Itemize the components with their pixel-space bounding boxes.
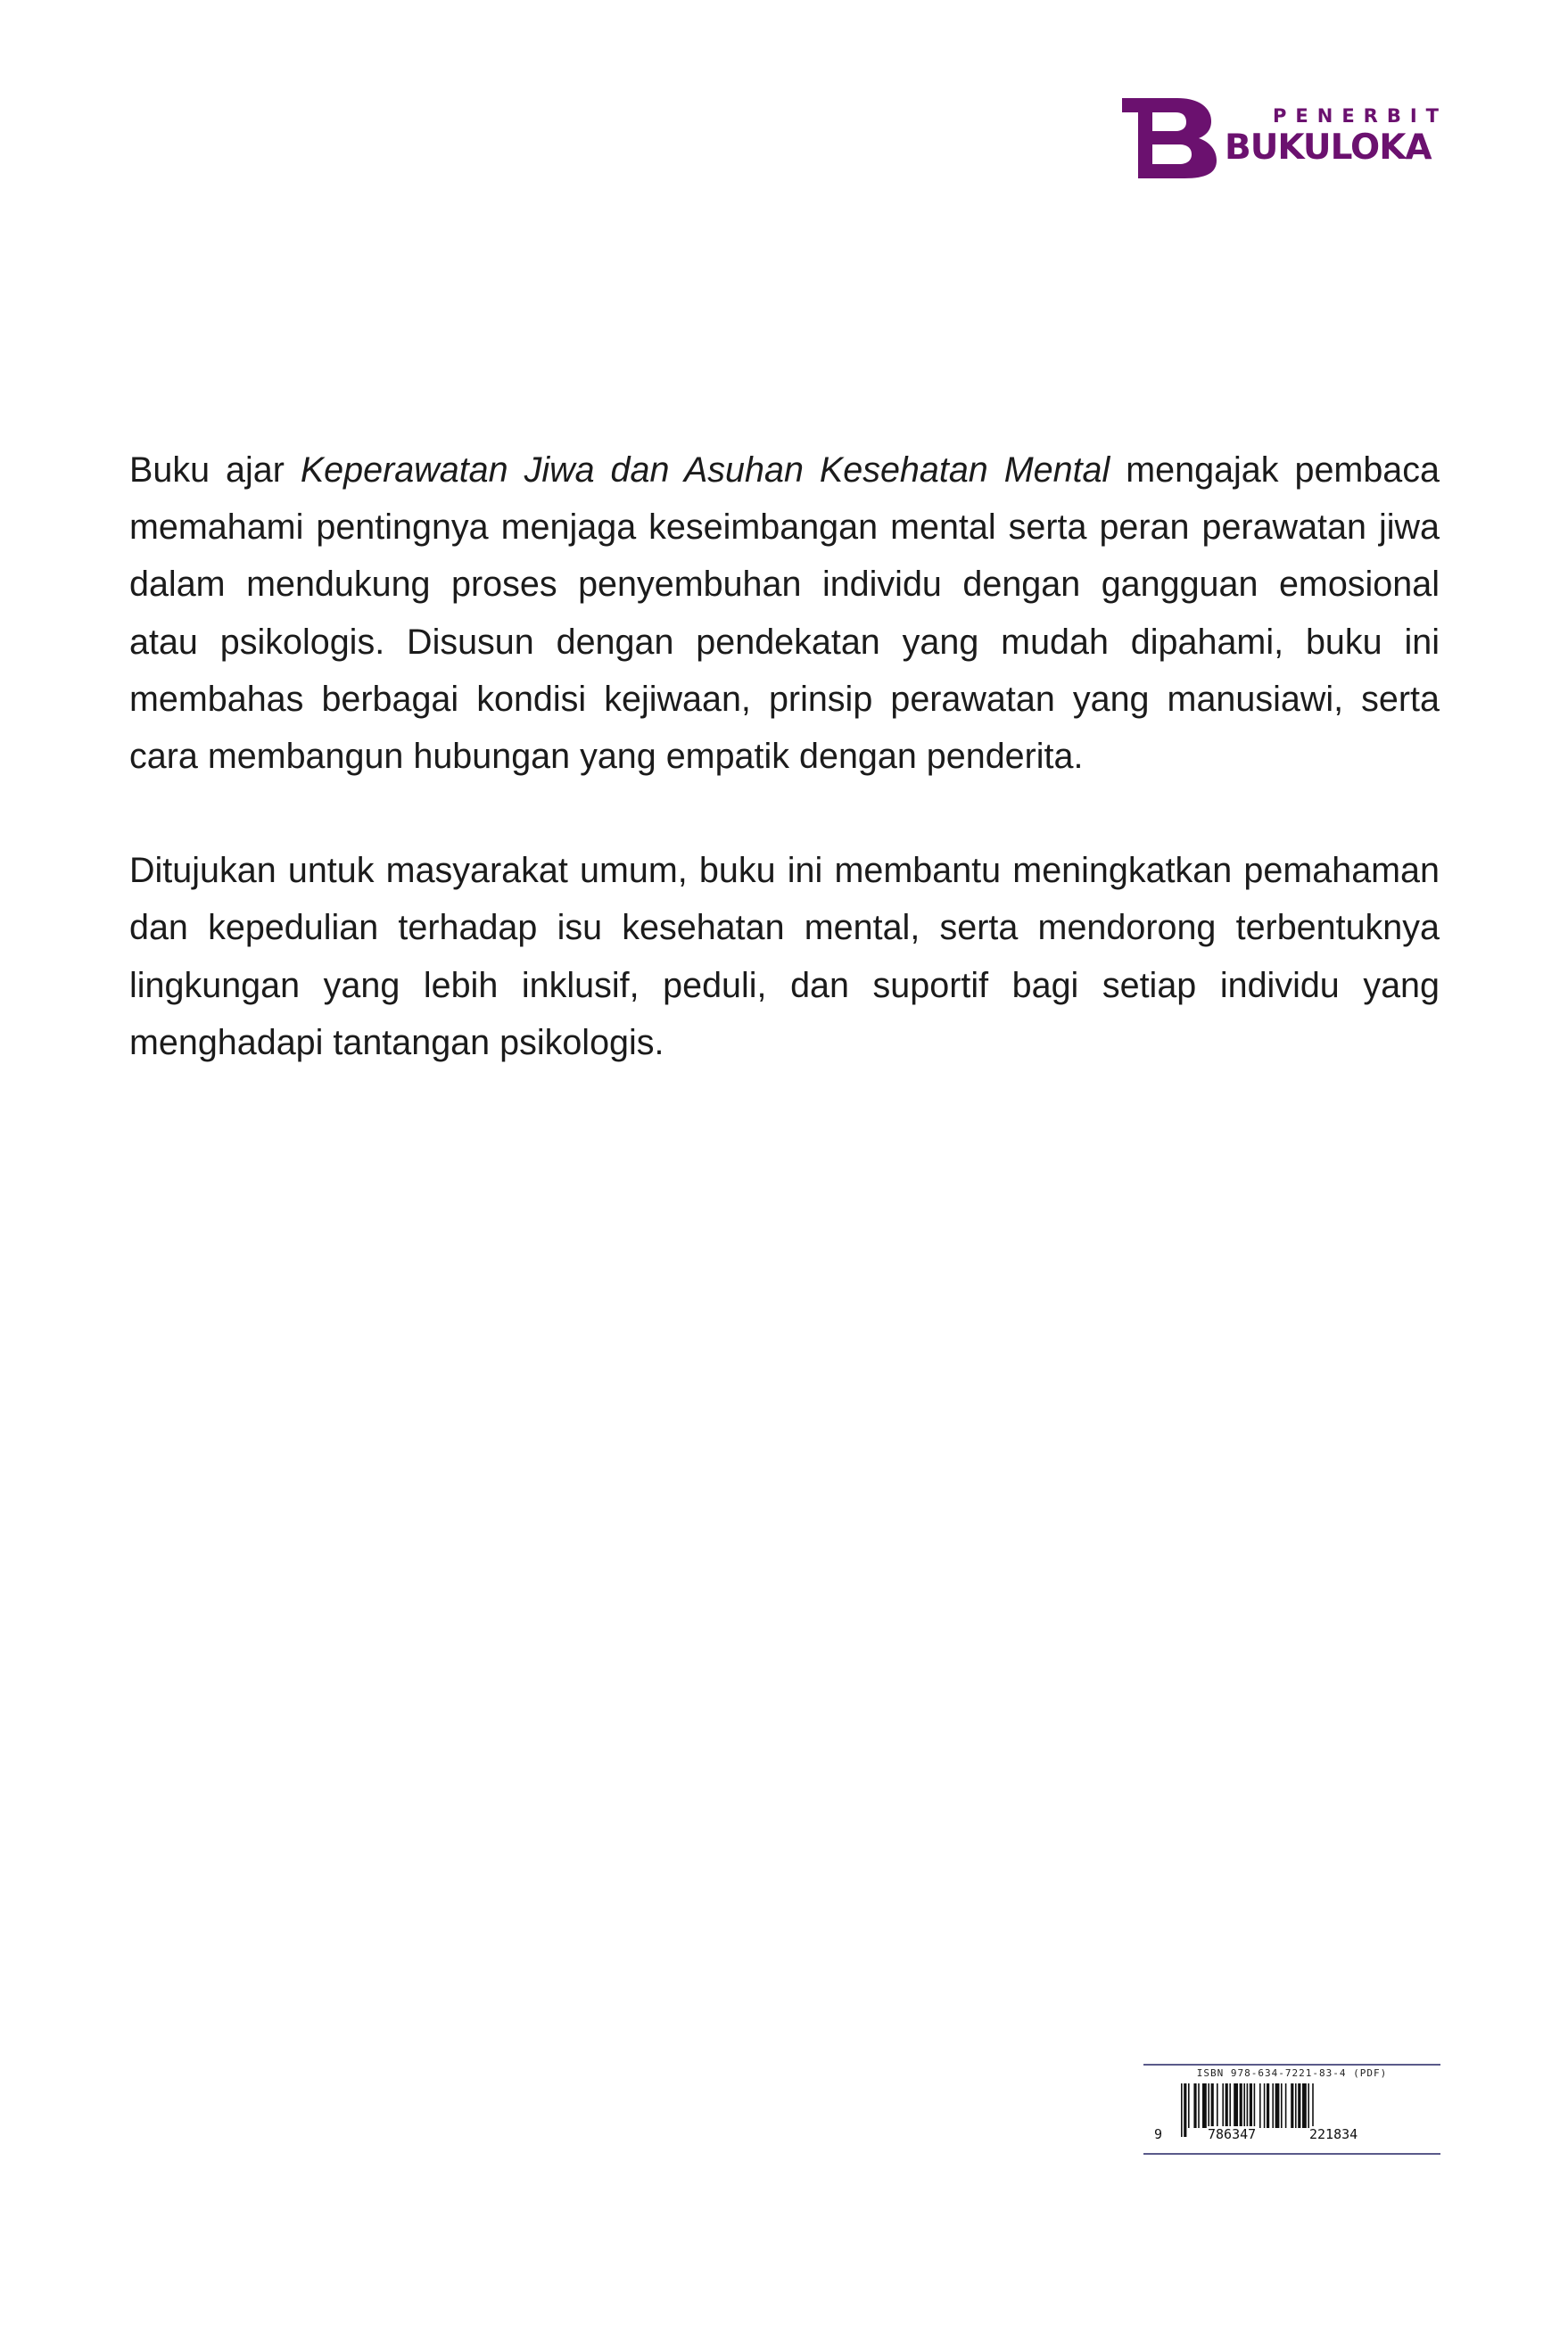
barcode-bar [1298, 2083, 1300, 2128]
barcode-bar [1217, 2083, 1218, 2128]
barcode-bar [1308, 2083, 1309, 2128]
blurb-intro: Buku ajar [129, 450, 301, 490]
book-title: Keperawatan Jiwa dan Asuhan Kesehatan Mental [300, 450, 1110, 490]
publisher-name: BUKULOKA [1225, 128, 1432, 168]
blurb-paragraph-1 [129, 441, 1440, 785]
barcode-bar [1222, 2083, 1224, 2128]
barcode-bar [1234, 2083, 1238, 2128]
barcode-bar [1211, 2083, 1214, 2128]
barcode-bar [1275, 2083, 1280, 2128]
isbn-barcode [1143, 2064, 1440, 2155]
barcode-bar [1291, 2083, 1293, 2128]
barcode-bar [1198, 2083, 1200, 2128]
barcode-bar [1226, 2083, 1228, 2128]
b-logo-icon [1122, 98, 1218, 178]
barcode-bar [1243, 2083, 1245, 2128]
barcode-bar [1281, 2083, 1283, 2128]
barcode-top-rule [1143, 2064, 1440, 2066]
barcode-bar [1267, 2083, 1269, 2128]
barcode-bar [1295, 2083, 1297, 2128]
barcode-left-digits: 786347 [1208, 2126, 1257, 2142]
publisher-logo [1122, 95, 1448, 179]
barcode-bar [1259, 2083, 1261, 2128]
barcode-bar [1240, 2083, 1242, 2128]
barcode-bar [1193, 2083, 1196, 2128]
barcode-bar [1254, 2083, 1256, 2128]
barcode-right-digits: 221834 [1309, 2126, 1358, 2142]
barcode-bar [1202, 2083, 1207, 2128]
blurb-paragraph-2: Ditujukan untuk masyarakat umum, buku ini membantu meningkatkan pemahaman dan kepedulian terhadap isu kesehatan mental, serta mendorong terbentuknya lingkungan yang lebih inklusif, peduli, dan suportif bagi setiap individu yang menghadapi tantangan psikologis. [129, 851, 1440, 1062]
barcode-bar [1229, 2083, 1231, 2128]
barcode-bar [1208, 2083, 1209, 2128]
blurb-body: mengajak pembaca memahami pentingnya menjaga keseimbangan mental serta peran perawatan jiwa dalam mendukung proses penyembuhan individu dengan gangguan emosional atau psikologis. Disusun dengan pendekatan yang mudah dipahami, buku ini membahas berbagai kondisi kejiwaan, prinsip perawatan yang manusiawi, serta cara membangun hubungan yang empatik dengan penderita. [129, 450, 1440, 777]
barcode-bar [1188, 2083, 1190, 2128]
barcode-bar [1181, 2083, 1183, 2137]
barcode-bar [1272, 2083, 1274, 2128]
barcode-bar [1184, 2083, 1186, 2137]
isbn-label: ISBN 978-634-7221-83-4 (PDF) [1196, 2067, 1388, 2079]
book-blurb [129, 441, 1440, 1128]
barcode-bar [1285, 2083, 1287, 2128]
publisher-label-small: PENERBIT [1273, 105, 1448, 127]
barcode-first-digit: 9 [1154, 2126, 1163, 2142]
barcode-bar [1264, 2083, 1266, 2128]
barcode-bottom-rule [1143, 2153, 1440, 2155]
barcode-bar [1302, 2083, 1307, 2128]
